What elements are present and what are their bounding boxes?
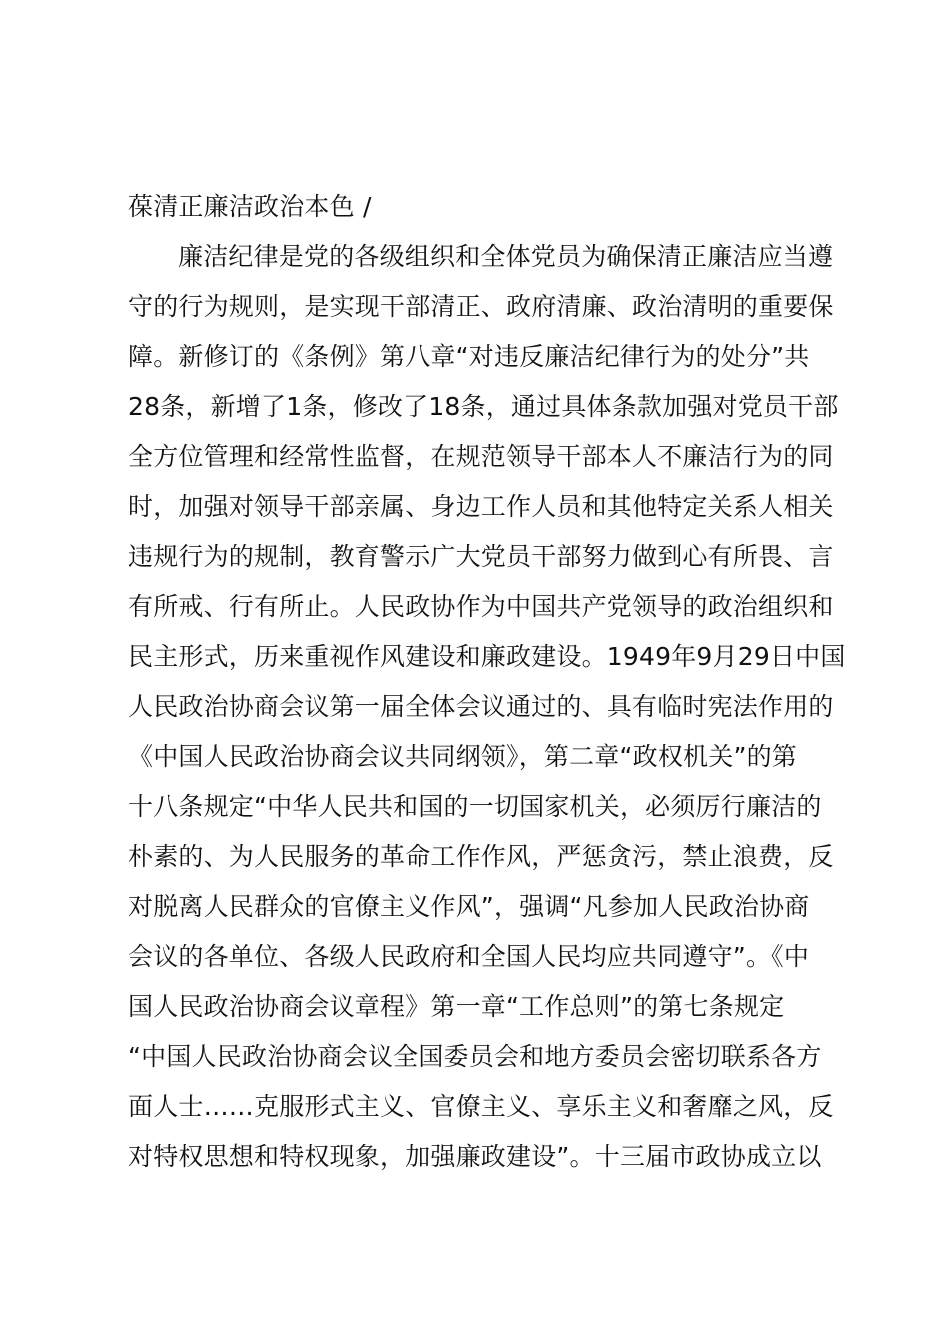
text-line-paragraph-start: 廉洁纪律是党的各级组织和全体党员为确保清正廉洁应当遵 <box>178 242 834 271</box>
text-line: 《中国人民政治协商会议共同纲领》，第二章“政权机关”的第 <box>128 742 798 771</box>
text-line: 朴素的、为人民服务的革命工作作风，严惩贪污，禁止浪费，反 <box>128 842 834 871</box>
text-line: 人民政治协商会议第一届全体会议通过的、具有临时宪法作用的 <box>128 692 834 721</box>
text-line: 国人民政治协商会议章程》第一章“工作总则”的第七条规定 <box>128 992 785 1021</box>
text-line: “中国人民政治协商会议全国委员会和地方委员会密切联系各方 <box>128 1042 822 1071</box>
text-line: 28条，新增了1条，修改了18条，通过具体条款加强对党员干部 <box>128 392 839 421</box>
text-line: 守的行为规则，是实现干部清正、政府清廉、政治清明的重要保 <box>128 292 834 321</box>
text-line: 对脱离人民群众的官僚主义作风”，强调“凡参加人民政治协商 <box>128 892 810 921</box>
text-line: 十八条规定“中华人民共和国的一切国家机关，必须厉行廉洁的 <box>128 792 822 821</box>
text-line: 民主形式，历来重视作风建设和廉政建设。1949年9月29日中国 <box>128 642 846 671</box>
text-line-heading-tail: 葆清正廉洁政治本色 / <box>128 192 372 221</box>
text-line: 违规行为的规制，教育警示广大党员干部努力做到心有所畏、言 <box>128 542 834 571</box>
text-line: 全方位管理和经常性监督，在规范领导干部本人不廉洁行为的同 <box>128 442 834 471</box>
text-line: 有所戒、行有所止。人民政协作为中国共产党领导的政治组织和 <box>128 592 834 621</box>
text-line: 时，加强对领导干部亲属、身边工作人员和其他特定关系人相关 <box>128 492 834 521</box>
text-line: 会议的各单位、各级人民政府和全国人民均应共同遵守”。《中 <box>128 942 810 971</box>
text-line: 面人士……克服形式主义、官僚主义、享乐主义和奢靡之风，反 <box>128 1092 834 1121</box>
text-line: 对特权思想和特权现象，加强廉政建设”。十三届市政协成立以 <box>128 1142 822 1171</box>
text-line: 障。新修订的《条例》第八章“对违反廉洁纪律行为的处分”共 <box>128 342 810 371</box>
